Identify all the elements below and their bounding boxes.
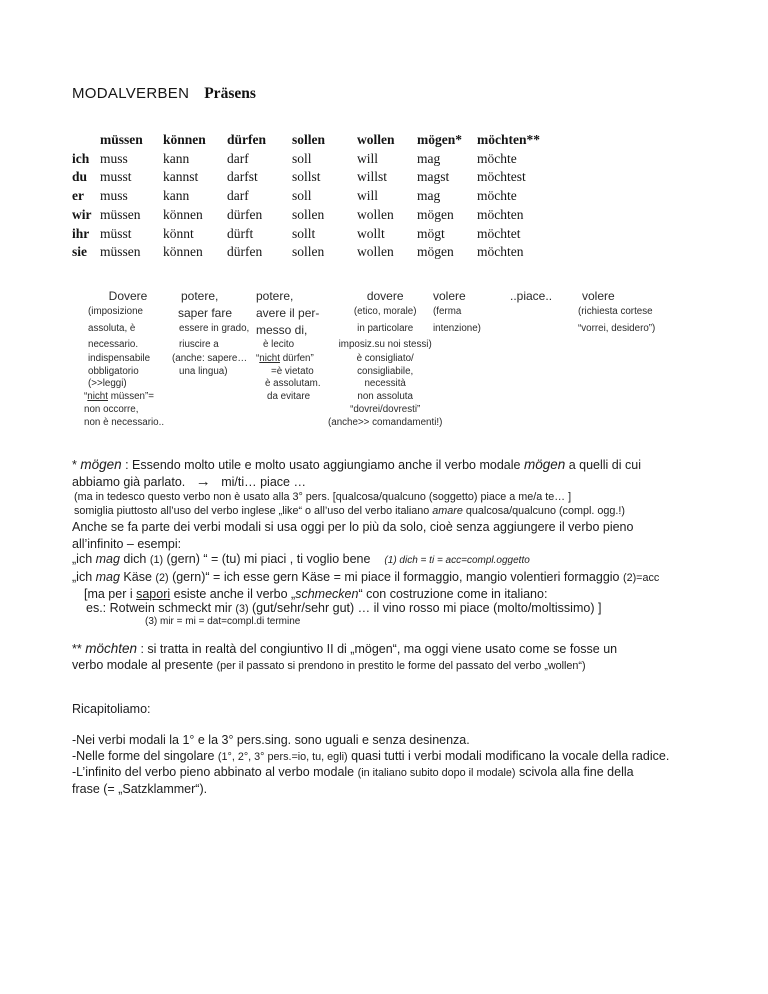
conj-form-cell: mögen <box>417 206 454 222</box>
conj-form-cell: kann <box>163 188 190 204</box>
conj-form-cell: könnt <box>163 225 194 241</box>
note-line <box>256 289 328 306</box>
conj-form-cell: mögen <box>417 244 454 260</box>
text-segment: essere in grado, <box>179 323 250 334</box>
pronoun-cell: wir <box>72 206 92 222</box>
text-line <box>72 474 659 491</box>
note-line <box>84 417 172 430</box>
text-segment: schmecken <box>295 587 359 601</box>
text-segment: (3) <box>235 602 249 615</box>
note-line <box>84 391 172 404</box>
conj-form-cell: sollt <box>292 225 316 241</box>
text-segment: nicht <box>87 390 108 402</box>
text-line <box>72 504 659 518</box>
muessen-meaning <box>84 289 172 430</box>
text-line <box>72 457 659 474</box>
text-segment: frase (= „Satzklammer“). <box>72 781 208 796</box>
meaning-notes <box>84 289 698 430</box>
note-line <box>432 306 510 323</box>
text-segment: : si tratta in realtà del congiuntivo II di „mögen“, ma oggi viene usato come se fosse un <box>136 642 618 656</box>
note-line <box>432 323 510 339</box>
conj-header-cell: dürfen <box>227 132 267 147</box>
text-line <box>72 551 659 569</box>
title-word-modalverben: MODALVERBEN <box>72 85 190 102</box>
text-segment: müssen”= <box>107 390 154 402</box>
conj-form-cell: will <box>357 150 379 166</box>
note-line <box>328 289 442 306</box>
text-line <box>72 518 659 537</box>
note-line <box>578 323 698 339</box>
conj-form-cell: mögt <box>417 225 445 241</box>
moegen-meaning <box>510 289 578 430</box>
text-segment: (1) <box>149 554 164 566</box>
note-line <box>256 378 328 391</box>
text-segment: dürfen” <box>279 353 314 364</box>
text-segment: ** <box>72 642 86 656</box>
note-line <box>256 366 328 379</box>
text-segment: es.: Rotwein schmeckt mir <box>86 600 236 615</box>
text-line <box>72 616 659 628</box>
note-line <box>84 306 172 323</box>
text-segment: * <box>72 458 81 472</box>
note-line <box>328 353 442 366</box>
text-segment: potere, <box>256 289 294 303</box>
note-line <box>328 404 442 417</box>
moegen-note <box>72 457 659 628</box>
conj-form-cell: willst <box>357 169 388 185</box>
note-line <box>172 353 256 366</box>
conj-form-cell: dürfen <box>227 244 263 260</box>
conj-form-cell: dürfen <box>227 206 263 222</box>
text-segment: möchten <box>85 641 137 656</box>
note-line <box>84 339 172 353</box>
note-line <box>172 366 256 379</box>
text-line <box>72 602 659 617</box>
text-segment: consigliabile, <box>357 365 414 377</box>
text-segment: mögen <box>80 457 122 472</box>
koennen-meaning <box>172 289 256 430</box>
pronoun-cell: ihr <box>72 225 90 241</box>
note-line <box>328 378 442 391</box>
text-segment: somiglia piuttosto all’uso del verbo inglese „like“ o all’uso del verbo italiano <box>74 505 433 517</box>
text-line <box>72 765 669 782</box>
text-segment: „ich <box>72 552 96 566</box>
text-segment: mögen <box>523 457 566 472</box>
text-segment: una lingua) <box>179 365 228 377</box>
conj-form-cell: möchten <box>477 244 524 260</box>
text-segment: è assolutam. <box>265 378 321 389</box>
text-segment: (etico, morale) <box>353 306 417 317</box>
conj-form-cell: sollst <box>292 169 321 185</box>
text-segment: (3) mir = mi = dat=compl.di termine <box>145 616 301 627</box>
text-segment: riuscire a <box>179 339 219 350</box>
conj-form-cell: magst <box>417 169 450 185</box>
text-segment: quasi tutti i verbi modali modificano la vocale della radice. <box>347 748 670 763</box>
conj-header-cell: sollen <box>292 132 326 147</box>
text-segment: -L’infinito del verbo pieno abbinato al verbo modale <box>72 765 358 779</box>
pronoun-cell: du <box>72 169 88 185</box>
conj-form-cell: können <box>163 206 203 222</box>
text-segment: → <box>195 472 211 490</box>
conj-form-cell: mag <box>417 150 441 166</box>
text-segment: è consigliato/ <box>356 353 414 364</box>
conj-form-cell: kannst <box>163 169 199 185</box>
text-line <box>72 490 659 504</box>
text-segment: ..piace.. <box>510 289 553 303</box>
note-line <box>328 323 442 339</box>
conj-form-cell: dürft <box>227 225 254 241</box>
text-segment: “ <box>84 390 88 402</box>
conj-header-cell: mögen* <box>417 132 462 147</box>
conj-form-cell: soll <box>292 150 312 166</box>
conj-form-cell: möchtet <box>477 225 521 241</box>
conj-form-cell: darfst <box>227 169 258 185</box>
text-segment: (anche>> comandamenti!) <box>328 416 443 428</box>
pronoun-cell: ich <box>72 150 90 166</box>
conj-form-cell: soll <box>292 188 312 204</box>
text-segment: “vorrei, desidero”) <box>578 323 656 334</box>
conj-form-cell: wollen <box>357 206 394 222</box>
text-segment: non occorre, <box>84 403 139 415</box>
note-line <box>84 353 172 366</box>
conj-form-cell: möchtest <box>477 169 526 185</box>
conj-corner-cell <box>72 131 100 150</box>
note-line <box>328 391 442 404</box>
note-line <box>84 289 172 306</box>
conj-form-cell: will <box>357 188 379 204</box>
note-line <box>578 306 698 323</box>
conj-header-cell: müssen <box>100 132 143 147</box>
text-segment: „ich <box>72 570 96 584</box>
text-segment: è lecito <box>263 339 295 350</box>
text-segment: assoluta, è <box>88 323 136 334</box>
text-segment: (gern)“ = ich esse gern Käse = mi piace il formaggio, mangio volentieri formaggio <box>168 570 623 584</box>
recap-heading: Ricapitoliamo: <box>72 702 151 716</box>
note-line <box>84 366 172 379</box>
text-segment: (1) dich = ti = acc=compl.oggetto <box>384 555 530 566</box>
note-line <box>328 366 442 379</box>
text-line <box>72 749 669 766</box>
text-segment: imposiz.su noi stessi) <box>338 339 432 350</box>
title-word-praesens: Präsens <box>204 85 256 102</box>
text-segment: avere il per- <box>256 306 320 320</box>
text-segment: a quelli di cui <box>565 458 641 472</box>
text-segment: all’infinito – esempi: <box>72 537 182 551</box>
text-segment: Dovere <box>108 289 148 303</box>
text-segment: qualcosa/qualcuno (compl. ogg.!) <box>462 505 625 517</box>
note-line <box>172 289 256 306</box>
note-line <box>172 323 256 339</box>
conj-form-cell: darf <box>227 150 249 166</box>
text-segment: dovere <box>366 289 404 303</box>
text-line <box>72 587 659 602</box>
conj-header-cell: können <box>163 132 206 147</box>
note-line <box>328 339 442 353</box>
text-segment: (richiesta cortese <box>578 306 653 317</box>
text-segment: (imposizione <box>88 306 143 317</box>
note-line <box>256 353 328 366</box>
text-segment: sapori <box>136 587 171 601</box>
text-segment: dich <box>119 552 150 566</box>
text-segment: (2) <box>155 572 169 584</box>
text-segment: mag <box>95 552 120 566</box>
text-segment: “dovrei/dovresti” <box>350 403 421 415</box>
text-segment: amare <box>432 505 463 517</box>
text-line <box>72 782 669 798</box>
text-segment: (1°, 2°, 3° pers.=io, tu, egli) <box>217 750 348 763</box>
conj-form-cell: müsst <box>100 225 132 241</box>
text-segment: nicht <box>259 353 280 364</box>
wollen-meaning <box>432 289 510 430</box>
text-segment: (2)=acc <box>622 572 660 584</box>
note-line <box>256 323 328 339</box>
conj-form-cell: musst <box>100 169 132 185</box>
text-segment: Käse <box>119 570 156 584</box>
note-line <box>328 417 442 430</box>
text-segment: volere <box>582 289 615 303</box>
note-line <box>84 323 172 339</box>
text-segment: verbo modale al presente <box>72 658 217 672</box>
note-line <box>256 391 328 404</box>
text-segment: (gut/sehr/sehr gut) … il vino rosso mi piace (molto/moltissimo) ] <box>248 600 602 615</box>
conj-form-cell: muss <box>100 188 128 204</box>
text-segment: scivola alla fine della <box>515 765 634 779</box>
text-segment: obbligatorio <box>88 365 139 377</box>
conj-form-cell: möchte <box>477 150 517 166</box>
text-line <box>72 569 659 587</box>
conj-form-cell: können <box>163 244 203 260</box>
duerfen-meaning <box>256 289 328 430</box>
text-segment: in particolare <box>357 323 414 334</box>
conj-form-cell: muss <box>100 150 128 166</box>
text-segment: da evitare <box>267 390 311 402</box>
text-segment: potere, <box>181 289 219 303</box>
text-segment: indispensabile <box>88 353 151 364</box>
text-segment: (ferma <box>433 306 462 317</box>
text-segment: (>>leggi) <box>88 378 127 389</box>
text-segment: (in italiano subito dopo il modale) <box>357 767 516 779</box>
conj-form-cell: müssen <box>100 206 141 222</box>
text-segment: Anche se fa parte dei verbi modali si usa oggi per lo più da solo, cioè senza aggiungere il verbo pieno <box>72 520 634 534</box>
page-title <box>72 85 256 103</box>
conj-header-cell: wollen <box>357 132 395 147</box>
note-line <box>172 306 256 323</box>
note-line <box>432 289 510 306</box>
text-segment: abbiamo già parlato. <box>72 474 189 489</box>
text-segment: non assoluta <box>357 390 413 402</box>
pronoun-cell: sie <box>72 244 87 260</box>
text-segment: volere <box>433 289 466 303</box>
conjugation-table <box>72 131 572 262</box>
text-segment: [ma per i <box>84 587 137 601</box>
text-segment: non è necessario.. <box>84 416 165 428</box>
note-line <box>256 339 328 353</box>
note-line <box>578 289 698 306</box>
pronoun-cell: er <box>72 188 84 204</box>
text-segment: (anche: sapere… <box>172 353 248 364</box>
sollen-meaning <box>328 289 443 430</box>
text-segment: (ma in tedesco questo verbo non è usato alla 3° pers. [qualcosa/qualcuno (soggetto) piace a me/a te… ] <box>74 491 572 503</box>
text-segment: : Essendo molto utile e molto usato aggiungiamo anche il verbo modale <box>121 458 524 472</box>
conj-form-cell: darf <box>227 188 249 204</box>
conj-form-cell: sollen <box>292 244 325 260</box>
text-segment: esiste anche il verbo „ <box>170 587 296 601</box>
note-line <box>84 378 172 391</box>
conj-form-cell: kann <box>163 150 190 166</box>
text-line <box>72 657 617 674</box>
text-segment: intenzione) <box>433 323 481 334</box>
conj-form-cell: müssen <box>100 244 141 260</box>
conj-form-cell: wollt <box>357 225 385 241</box>
text-segment: -Nei verbi modali la 1° e la 3° pers.sing. sono uguali e senza desinenza. <box>72 733 470 747</box>
text-segment: =è vietato <box>271 365 314 377</box>
text-segment: messo di, <box>256 323 308 337</box>
text-line <box>72 537 659 551</box>
moechten-note <box>72 641 617 674</box>
note-line <box>84 404 172 417</box>
text-line <box>72 733 669 749</box>
text-segment: “ con costruzione come in italiano: <box>358 587 548 601</box>
conj-header-cell: möchten** <box>477 132 540 147</box>
text-segment: (per il passato si prendono in prestito le forme del passato del verbo „wollen“) <box>216 660 586 672</box>
conj-form-cell: möchte <box>477 188 517 204</box>
note-line <box>510 289 578 306</box>
text-segment: (gern) “ = (tu) mi piaci , ti voglio bene <box>163 552 371 566</box>
text-segment: mag <box>95 570 120 584</box>
text-segment: necessario. <box>88 339 139 350</box>
note-line <box>172 339 256 353</box>
conj-form-cell: möchten <box>477 206 524 222</box>
conj-form-cell: sollen <box>292 206 325 222</box>
text-segment: -Nelle forme del singolare <box>72 748 218 763</box>
text-segment: “ <box>256 353 260 364</box>
text-line <box>72 641 617 657</box>
text-segment: saper fare <box>178 306 233 320</box>
conj-form-cell: wollen <box>357 244 394 260</box>
note-line <box>256 306 328 323</box>
conj-form-cell: mag <box>417 188 441 204</box>
text-segment: mi/ti… piace … <box>217 474 306 489</box>
text-segment: necessità <box>364 378 406 389</box>
moechten-meaning <box>578 289 698 430</box>
recap-list <box>72 733 669 797</box>
note-line <box>328 306 442 323</box>
